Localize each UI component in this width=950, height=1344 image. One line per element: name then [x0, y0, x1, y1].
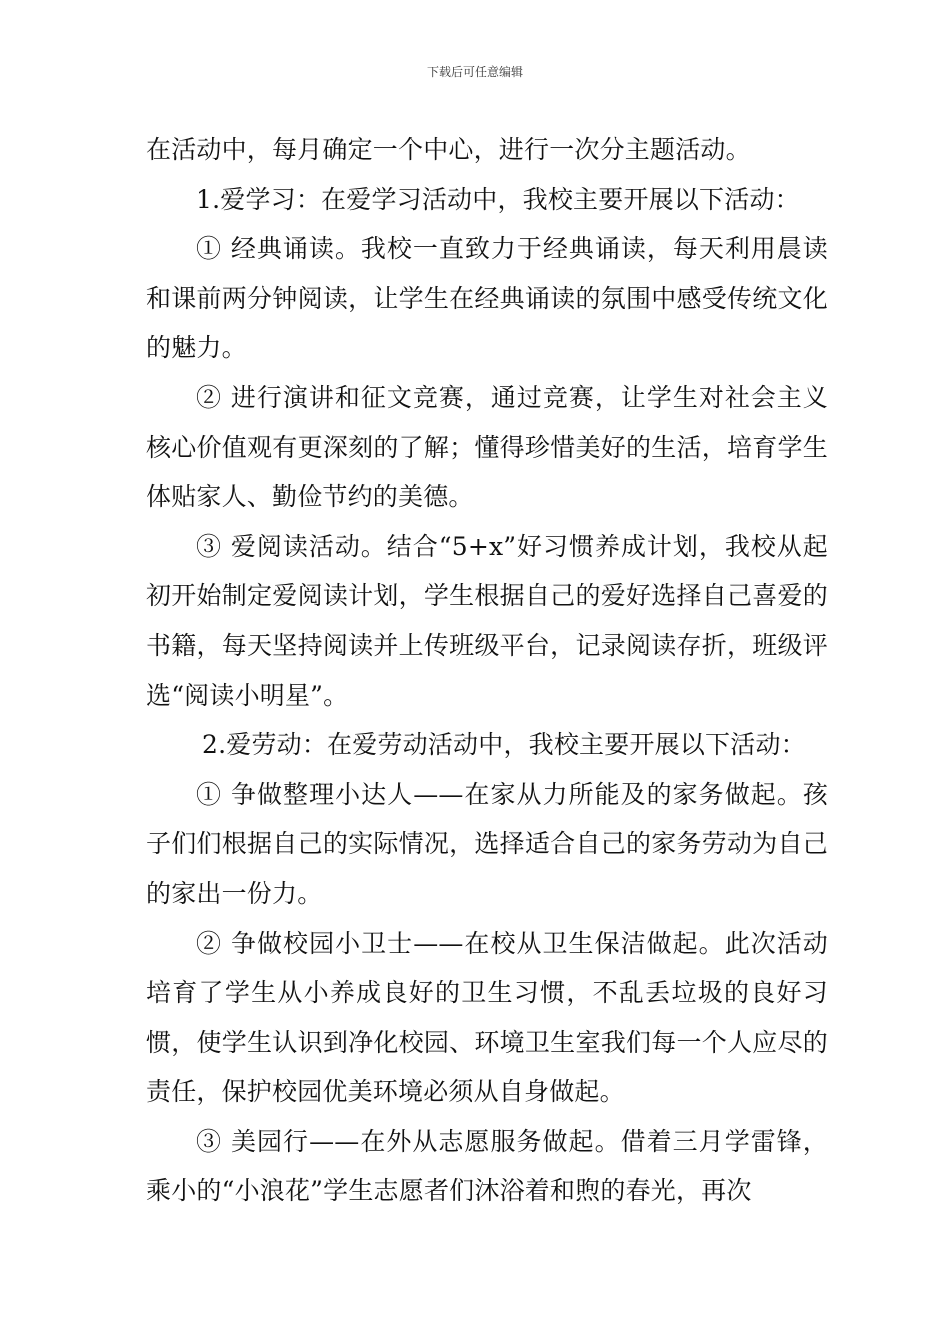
document-body — [146, 125, 828, 1216]
paragraph-classic-reading: ① 经典诵读。我校一直致力于经典诵读，每天利用晨读和课前两分钟阅读，让学生在经典诵读的氛围中感受传统文化的魅力。 — [146, 234, 828, 363]
section-heading-love-labor: 2.爱劳动：在爱劳动活动中，我校主要开展以下活动： — [202, 730, 806, 760]
section-heading-love-learning: 1.爱学习：在爱学习活动中，我校主要开展以下活动： — [196, 184, 800, 214]
paragraph-speech-contest: ② 进行演讲和征文竞赛，通过竞赛，让学生对社会主义核心价值观有更深刻的了解；懂得珍惜美好的生活，培育学生体贴家人、勤俭节约的美德。 — [146, 382, 828, 512]
paragraph-campus-guard: ② 争做校园小卫士——在校从卫生保洁做起。此次活动培育了学生从小养成良好的卫生习惯，不乱丢垃圾的良好习惯，使学生认识到净化校园、环境卫生室我们每一个人应尽的责任，保护校园优美环境必须从自身做起。 — [146, 928, 828, 1107]
paragraph-reading-activity: ③ 爱阅读活动。结合“5+x”好习惯养成计划，我校从起初开始制定爱阅读计划，学生根据自己的爱好选择自己喜爱的书籍，每天坚持阅读并上传班级平台，记录阅读存折，班级评选“阅读小明星”。 — [146, 531, 828, 710]
paragraph-volunteer: ③ 美园行——在外从志愿服务做起。借着三月学雷锋，乘小的“小浪花”学生志愿者们沐浴着和煦的春光，再次 — [146, 1126, 828, 1206]
paragraph-intro: 在活动中，每月确定一个中心，进行一次分主题活动。 — [146, 135, 751, 164]
paragraph-tidy-expert: ① 争做整理小达人——在家从力所能及的家务做起。孩子们们根据自己的实际情况，选择适合自己的家务劳动为自己的家出一份力。 — [146, 779, 828, 908]
page-header: 下载后可任意编辑 — [426, 65, 523, 79]
